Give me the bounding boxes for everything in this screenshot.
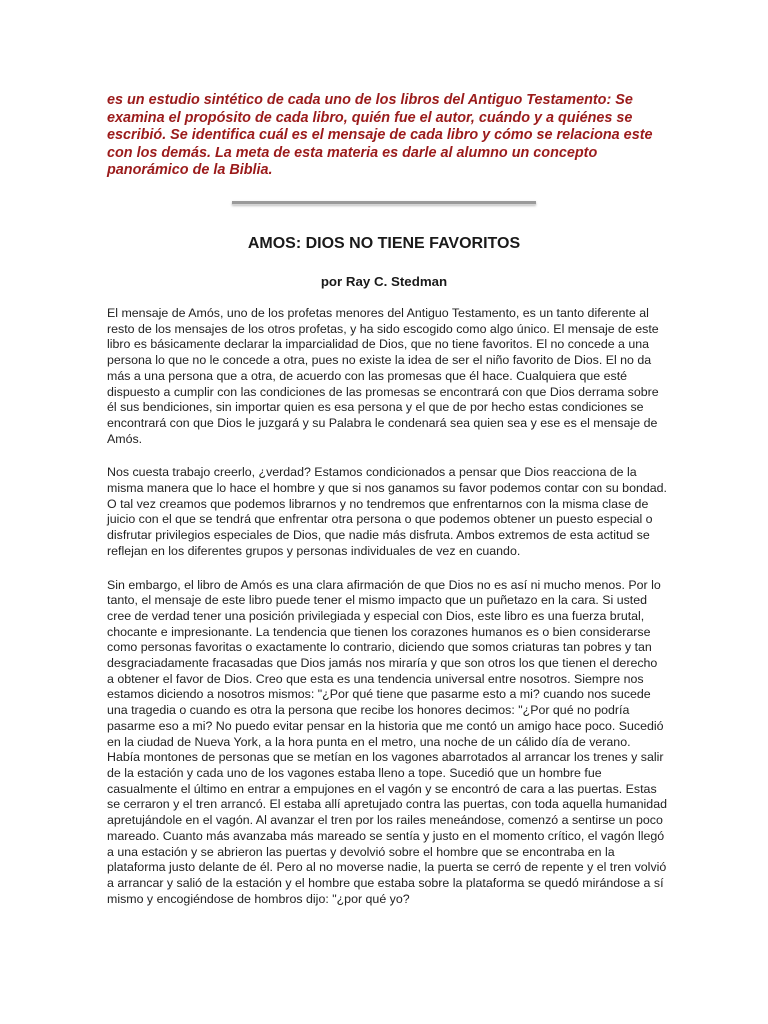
body-paragraph-2: Nos cuesta trabajo creerlo, ¿verdad? Estamos condicionados a pensar que Dios reacciona de la misma manera que lo hace el hombre y que si nos ganamos su favor podemos contar con su bondad. O tal vez creamos que podemos librarnos y no tendremos que enfrentarnos con la misma clase de juicio con el que se tendrá que enfrentar otra persona o que podemos obtener un puesto especial o disfrutar privilegios especiales de Dios, que nadie más disfruta. Ambos extremos de esta actitud se reflejan en los diferentes grupos y personas individuales de vez en cuando.	[107, 465, 667, 558]
horizontal-divider	[232, 201, 536, 205]
article-body	[107, 306, 667, 925]
article-byline: por Ray C. Stedman	[320, 274, 448, 289]
body-paragraph-3: Sin embargo, el libro de Amós es una clara afirmación de que Dios no es así ni mucho menos. Por lo tanto, el mensaje de este libro puede tener el mismo impacto que un puñetazo en la cara. Si usted cree de verdad tener una posición privilegiada y especial con Dios, este libro es una fuerza brutal, chocante e impresionante. La tendencia que tienen los corazones humanos es o bien considerarse como personas favoritas o exactamente lo contrario, diciendo que somos criaturas tan pobres y tan desgraciadamente fracasadas que Dios jamás nos miraría y que son otros los que tienen el derecho a obtener el favor de Dios. Creo que esta es una tendencia universal entre nosotros. Siempre nos estamos diciendo a nosotros mismos: "¿Por qué tiene que pasarme esto a mi? cuando nos sucede una tragedia o cuando es otra la persona que recibe los honores decimos: "¿Por qué no podría pasarme eso a mi? No puedo evitar pensar en la historia que me contó un amigo hace poco. Sucedió en la ciudad de Nueva York, a la hora punta en el metro, una noche de un cálido día de verano. Había montones de personas que se metían en los vagones abarrotados al arrancar los trenes y salir de la estación y cada uno de los vagones estaba lleno a tope. Sucedió que un hombre fue casualmente el último en entrar a empujones en el vagón y se encontró de cara a las puertas. Estas se cerraron y el tren arrancó. El estaba allí apretujado contra las puertas, con toda aquella humanidad apretujándole en el vagón. Al avanzar el tren por los railes meneándose, comenzó a sentirse un poco mareado. Cuanto más avanzaba más mareado se sentía y justo en el momento crítico, el vagón llegó a una estación y se abrieron las puertas y devolvió sobre el hombre que se encontraba en la plataforma justo delante de él. Pero al no moverse nadie, la puerta se cerró de repente y el tren volvió a arrancar y salió de la estación y el hombre que estaba sobre la plataforma se quedó mirándose a sí mismo y encogiéndose de hombros dijo: "¿por qué yo?	[107, 577, 667, 906]
intro-paragraph: es un estudio sintético de cada uno de los libros del Antiguo Testamento: Se examina el propósito de cada libro, quién fue el autor, cuándo y a quiénes se escribió. Se identifica cuál es el mensaje de cada libro y cómo se relaciona este con los demás. La meta de esta materia es darle al alumno un concepto panorámico de la Biblia.	[107, 92, 653, 179]
body-paragraph-1: El mensaje de Amós, uno de los profetas menores del Antiguo Testamento, es un tanto diferente al resto de los mensajes de los otros profetas, y ha sido escogido como algo único. El mensaje de este libro es básicamente declarar la imparcialidad de Dios, que no tiene favoritos. El no concede a una persona lo que no le concede a otra, pues no existe la idea de ser el niño favorito de Dios. El no da más a una persona que a otra, de acuerdo con las promesas que él hace. Cualquiera que esté dispuesto a cumplir con las condiciones de las promesas se encontrará con que Dios derrama sobre él sus bendiciones, sin importar quien es esa persona y el que de por hecho estas condiciones se encontrará con que Dios le juzgará y su Palabra le condenará sea quien sea y ese es el mensaje de Amós.	[107, 306, 659, 446]
article-title: AMOS: DIOS NO TIENE FAVORITOS	[247, 235, 521, 252]
